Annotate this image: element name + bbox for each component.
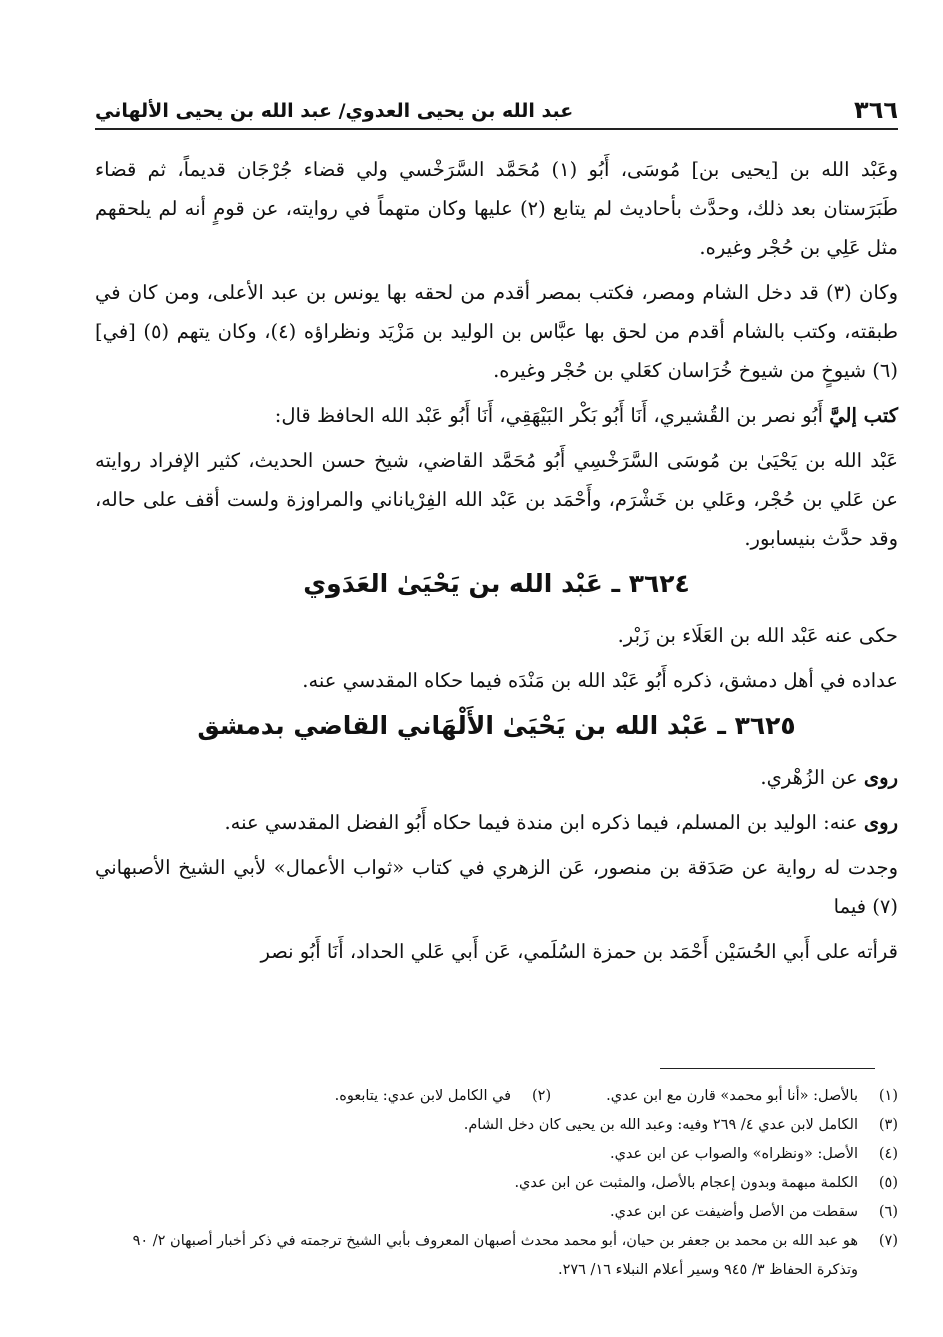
paragraph: وعَبْد الله بن [يحيى بن] مُوسَى، أَبُو (١) مُحَمَّد السَّرَخْسي ولي قضاء جُرْجَان قديماً، ثم قضاء طَبَرَستان بعد ذلك، وحدَّث بأحاديث لم يتابع (٢) عليها وكان متهماً في روايته، عن قومٍ أنه لم يلحقهم مثل عَلِي بن حُجْر وغيره.: [95, 158, 899, 259]
footnote-5: [95, 1169, 898, 1198]
paragraph: [95, 396, 898, 435]
footnote-text: في الكامل لابن عدي: يتابعوه.: [334, 1088, 512, 1104]
footnote-number: (٥): [878, 1175, 898, 1191]
footnote-number: (٤): [878, 1146, 898, 1162]
footnote-6: [95, 1198, 898, 1227]
footnote-text: بالأصل: «أنا أبو محمد» قارن مع ابن عدي.: [606, 1088, 858, 1104]
footnote-number: (١): [878, 1088, 898, 1104]
footnote-divider: [660, 1068, 875, 1069]
footnote-1: [606, 1082, 898, 1111]
footnotes: [95, 1082, 898, 1285]
footnote-2: [335, 1082, 551, 1111]
paragraph-text: عنه: الوليد بن المسلم، فيما ذكره ابن مندة فيما حكاه أَبُو الفضل المقدسي عنه.: [224, 811, 864, 834]
entry-title-3624: ٣٦٢٤ ـ عَبْد الله بن يَحْيَىٰ العَدَوي: [303, 569, 690, 598]
footnote-number: (٢): [531, 1088, 552, 1104]
main-text: [95, 150, 898, 977]
paragraph-lead: روى: [863, 766, 898, 789]
footnote-4: [95, 1140, 898, 1169]
footnote-text: الأصل: «ونظراه» والصواب عن ابن عدي.: [609, 1146, 858, 1162]
paragraph: قرأته على أَبي الحُسَيْن أَحْمَد بن حمزة السُلَمي، عَن أَبي عَلي الحداد، أَنَا أَبُو نصر: [260, 940, 898, 963]
paragraph: حكى عنه عَبْد الله بن العَلَاء بن زَبْر.: [617, 624, 898, 647]
paragraph-text: أَبُو نصر بن القُشيري، أَنَا أَبُو بَكْر البَيْهَقِي، أَنَا أَبُو عَبْد الله الحافظ قال:: [274, 404, 830, 427]
footnote-text: سقطت من الأصل وأضيفت عن ابن عدي.: [610, 1204, 858, 1220]
footnote-text: الكلمة مبهمة وبدون إعجام بالأصل، والمثبت عن ابن عدي.: [514, 1175, 858, 1191]
paragraph: عَبْد الله بن يَحْيَىٰ بن مُوسَى السَّرَخْسِي أَبُو مُحَمَّد القاضي، شيخ حسن الحديث، كثير الإفراد روايته عن عَلي بن حُجْر، وعَلي بن خَشْرَم، وأَحْمَد بن عَبْد الله الفِرْياناني والمراوزة ولست أقف على حاله، وقد حدَّث بنيسابور.: [95, 449, 898, 550]
footnote-number: (٣): [878, 1117, 898, 1133]
paragraph: عداده في أهل دمشق، ذكره أَبُو عَبْد الله بن مَنْدَه فيما حكاه المقدسي عنه.: [302, 669, 898, 692]
footnote-text: هو عبد الله بن محمد بن جعفر بن حيان، أبو محمد محدث أصبهان المعروف بأبي الشيخ ترجمته في ذكر أخبار أصبهان ٢/ ٩٠ وتذكرة الحفاظ ٣/ ٩٤٥ وسير أعلام النبلاء ١٦/ ٢٧٦.: [132, 1233, 858, 1278]
paragraph-lead: كتب إليَّ: [829, 404, 898, 427]
paragraph: [95, 758, 898, 797]
paragraph: وكان (٣) قد دخل الشام ومصر، فكتب بمصر أقدم من لحقه بها يونس بن عبد الأعلى، ومن كان في طبقته، وكتب بالشام أقدم من لحق بها عبَّاس بن الوليد بن مَزْيَد ونظراؤه (٤)، وكان يتهم (٥) [في] (٦) شيوخٍ من شيوخ خُرَاسان كعَلي بن حُجْر وغيره.: [95, 281, 898, 382]
running-title: عبد الله بن يحيى العدوي/ عبد الله بن يحيى الألهاني: [95, 100, 574, 122]
paragraph-text: عن الزُهْري.: [760, 766, 864, 789]
page-number: ٣٦٦: [854, 96, 898, 124]
footnote-3: [95, 1111, 898, 1140]
footnote-text: الكامل لابن عدي ٤/ ٢٦٩ وفيه: وعبد الله بن يحيى كان دخل الشام.: [463, 1117, 858, 1133]
footnote-number: (٧): [878, 1233, 898, 1249]
footnote-7: [95, 1227, 898, 1285]
entry-title-3625: ٣٦٢٥ ـ عَبْد الله بن يَحْيَىٰ الأَلْهَاني القاضي بدمشق: [197, 711, 796, 740]
footnote-number: (٦): [878, 1204, 898, 1220]
paragraph: [95, 803, 898, 842]
footnote-row: [95, 1082, 898, 1111]
paragraph-lead: روى: [863, 811, 898, 834]
paragraph: وجدت له رواية عن صَدَقة بن منصور، عَن الزهري في كتاب «ثواب الأعمال» لأبي الشيخ الأصبهاني (٧) فيما: [95, 856, 898, 918]
page-header: [95, 88, 898, 130]
